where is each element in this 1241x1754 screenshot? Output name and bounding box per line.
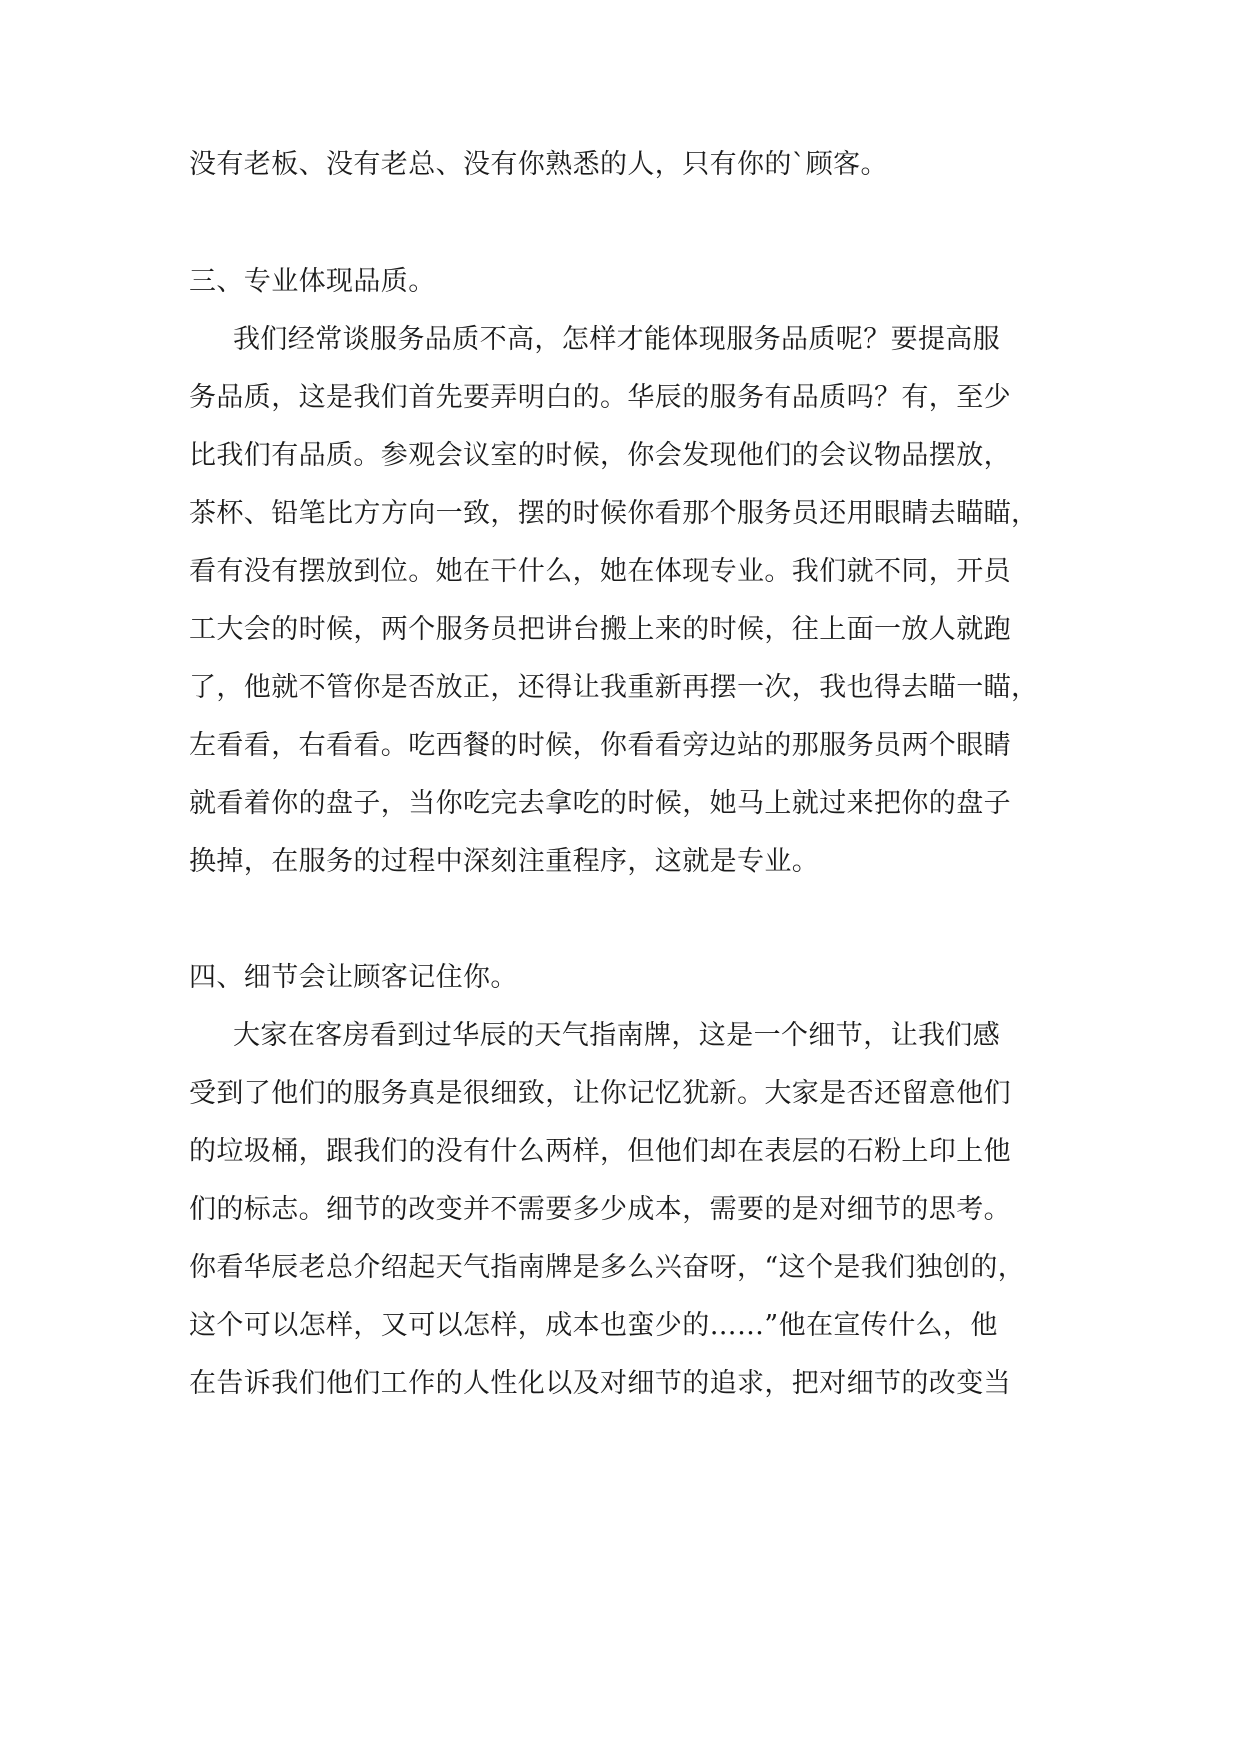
paragraph-line: 茶杯、铅笔比方方向一致，摆的时候你看那个服务员还用眼睛去瞄瞄， bbox=[189, 498, 1039, 529]
paragraph-line: 在告诉我们他们工作的人性化以及对细节的追求，把对细节的改变当 bbox=[189, 1368, 1011, 1399]
paragraph-line: 这个可以怎样，又可以怎样，成本也蛮少的……”他在宣传什么，他 bbox=[189, 1310, 998, 1341]
paragraph-line: 们的标志。细节的改变并不需要多少成本，需要的是对细节的思考。 bbox=[189, 1194, 1011, 1225]
paragraph-line: 换掉，在服务的过程中深刻注重程序，这就是专业。 bbox=[189, 846, 820, 877]
paragraph-line: 了，他就不管你是否放正，还得让我重新再摆一次，我也得去瞄一瞄， bbox=[189, 672, 1039, 703]
paragraph-line: 就看着你的盘子，当你吃完去拿吃的时候，她马上就过来把你的盘子 bbox=[189, 788, 1011, 819]
paragraph-line: 看有没有摆放到位。她在干什么，她在体现专业。我们就不同，开员 bbox=[189, 556, 1011, 587]
paragraph-line: 我们经常谈服务品质不高，怎样才能体现服务品质呢？要提高服 bbox=[233, 324, 1001, 355]
paragraph-line: 你看华辰老总介绍起天气指南牌是多么兴奋呀，“这个是我们独创的， bbox=[189, 1252, 1026, 1283]
paragraph-line: 的垃圾桶，跟我们的没有什么两样，但他们却在表层的石粉上印上他 bbox=[189, 1136, 1011, 1167]
section-heading: 三、专业体现品质。 bbox=[189, 266, 436, 297]
paragraph-line: 左看看，右看看。吃西餐的时候，你看看旁边站的那服务员两个眼睛 bbox=[189, 730, 1011, 761]
paragraph-line: 务品质，这是我们首先要弄明白的。华辰的服务有品质吗？有，至少 bbox=[189, 382, 1011, 413]
paragraph-line: 受到了他们的服务真是很细致，让你记忆犹新。大家是否还留意他们 bbox=[189, 1078, 1011, 1109]
section-heading: 四、细节会让顾客记住你。 bbox=[189, 962, 518, 993]
paragraph-line: 大家在客房看到过华辰的天气指南牌，这是一个细节，让我们感 bbox=[233, 1020, 1001, 1051]
paragraph-line: 工大会的时候，两个服务员把讲台搬上来的时候，往上面一放人就跑 bbox=[189, 614, 1011, 645]
paragraph-line: 比我们有品质。参观会议室的时候，你会发现他们的会议物品摆放， bbox=[189, 440, 1011, 471]
paragraph-line: 没有老板、没有老总、没有你熟悉的人，只有你的`顾客。 bbox=[189, 149, 888, 180]
